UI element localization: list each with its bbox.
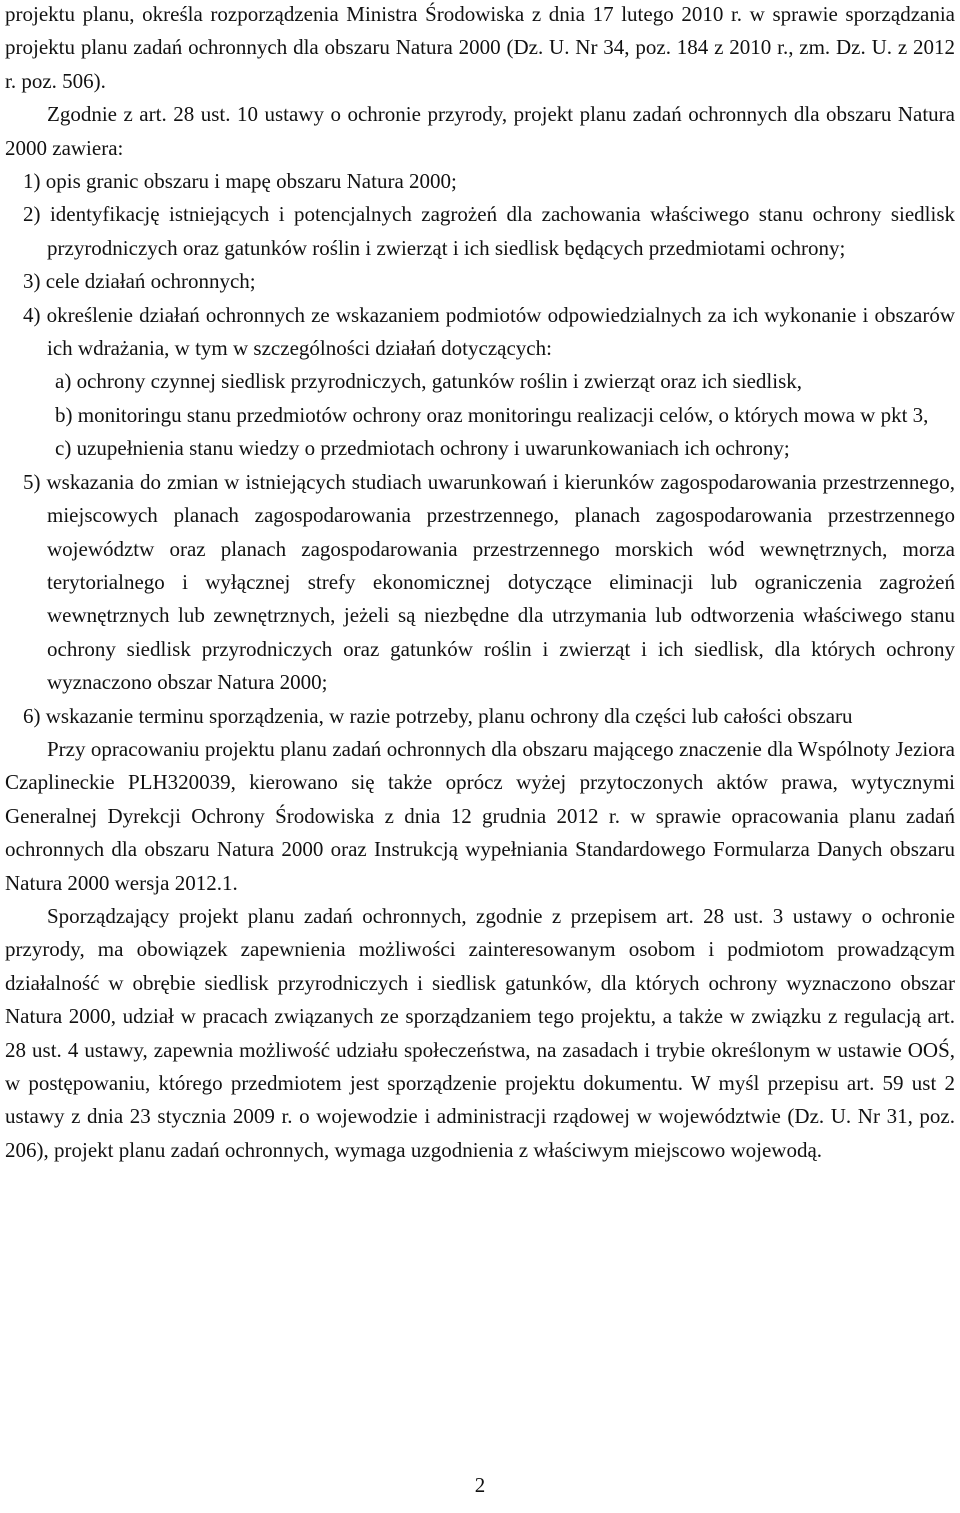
page-number: 2 xyxy=(474,1473,486,1497)
paragraph-intro: projektu planu, określa rozporządzenia Ministra Środowiska z dnia 17 lutego 2010 r. w sprawie sporządzania projektu planu zadań ochronnych dla obszaru Natura 2000 (Dz. U. Nr 34, poz. 184 z 2010 r., zm. Dz. U. z 2012 r. poz. 506). xyxy=(5,2,955,93)
document-page xyxy=(5,0,955,1167)
list-item: 6) wskazanie terminu sporządzenia, w razie potrzeby, planu ochrony dla części lub całości obszaru xyxy=(23,703,853,728)
paragraph-sporzadzajacy: Sporządzający projekt planu zadań ochronnych, zgodnie z przepisem art. 28 ust. 3 ustawy o ochronie przyrody, ma obowiązek zapewnienia możliwości zainteresowanym osobom i podmiotom prowadzącym działalność w obrębie siedlisk przyrodniczych i siedlisk gatunków, dla których ochrony wyznaczono obszar Natura 2000, udział w pracach związanych ze sporządzaniem tego projektu, a także w związku z regulacją art. 28 ust. 4 ustawy, zapewnia możliwość udziału społeczeństwa, na zasadach i trybie określonym w ustawie OOŚ, w postępowaniu, którego przedmiotem jest sporządzenie projektu dokumentu. W myśl przepisu art. 59 ust 2 ustawy z dnia 23 stycznia 2009 r. o wojewodzie i administracji rządowej w województwie (Dz. U. Nr 31, poz. 206), projekt planu zadań ochronnych, wymaga uzgodnienia z właściwym miejscowo wojewodą. xyxy=(5,903,955,1162)
paragraph-art28: Zgodnie z art. 28 ust. 10 ustawy o ochronie przyrody, projekt planu zadań ochronnych dla obszaru Natura 2000 zawiera: xyxy=(5,102,955,160)
sublist-item: b) monitoringu stanu przedmiotów ochrony oraz monitoringu realizacji celów, o których mowa w pkt 3, xyxy=(55,402,929,427)
list-item: 3) cele działań ochronnych; xyxy=(23,269,256,294)
sublist-item: c) uzupełnienia stanu wiedzy o przedmiotach ochrony i uwarunkowaniach ich ochrony; xyxy=(55,436,790,461)
list-item: 5) wskazania do zmian w istniejących studiach uwarunkowań i kierunków zagospodarowania przestrzennego, miejscowych planach zagospodarowania przestrzennego, planach zagospodarowania przestrzennego województw oraz planach zagospodarowania przestrzennego morskich wód wewnętrznych, morza terytorialnego i wyłącznej strefy ekonomicznej dotyczące eliminacji lub ograniczenia zagrożeń wewnętrznych lub zewnętrznych, jeżeli są niezbędne dla utrzymania lub odtworzenia właściwego stanu ochrony siedlisk przyrodniczych oraz gatunków roślin i zwierząt i ich siedlisk, dla których ochrony wyznaczono obszar Natura 2000; xyxy=(23,469,955,695)
list-item: 2) identyfikację istniejących i potencjalnych zagrożeń dla zachowania właściwego stanu ochrony siedlisk przyrodniczych oraz gatunków roślin i zwierząt i ich siedlisk będących przedmiotami ochrony; xyxy=(23,202,955,260)
list-item: 4) określenie działań ochronnych ze wskazaniem podmiotów odpowiedzialnych za ich wykonanie i obszarów ich wdrażania, w tym w szczególności działań dotyczących: xyxy=(23,302,955,361)
paragraph-wytyczne: Przy opracowaniu projektu planu zadań ochronnych dla obszaru mającego znaczenie dla Wspólnoty Jeziora Czaplineckie PLH320039, kierowano się także oprócz wyżej przytoczonych aktów prawa, wytycznymi Generalnej Dyrekcji Ochrony Środowiska z dnia 12 grudnia 2012 r. w sprawie opracowania planu zadań ochronnych dla obszaru Natura 2000 oraz Instrukcją wypełniania Standardowego Formularza Danych obszaru Natura 2000 wersja 2012.1. xyxy=(5,736,955,895)
sublist-item: a) ochrony czynnej siedlisk przyrodniczych, gatunków roślin i zwierząt oraz ich siedlisk, xyxy=(55,369,803,394)
list-item: 1) opis granic obszaru i mapę obszaru Natura 2000; xyxy=(23,169,457,194)
